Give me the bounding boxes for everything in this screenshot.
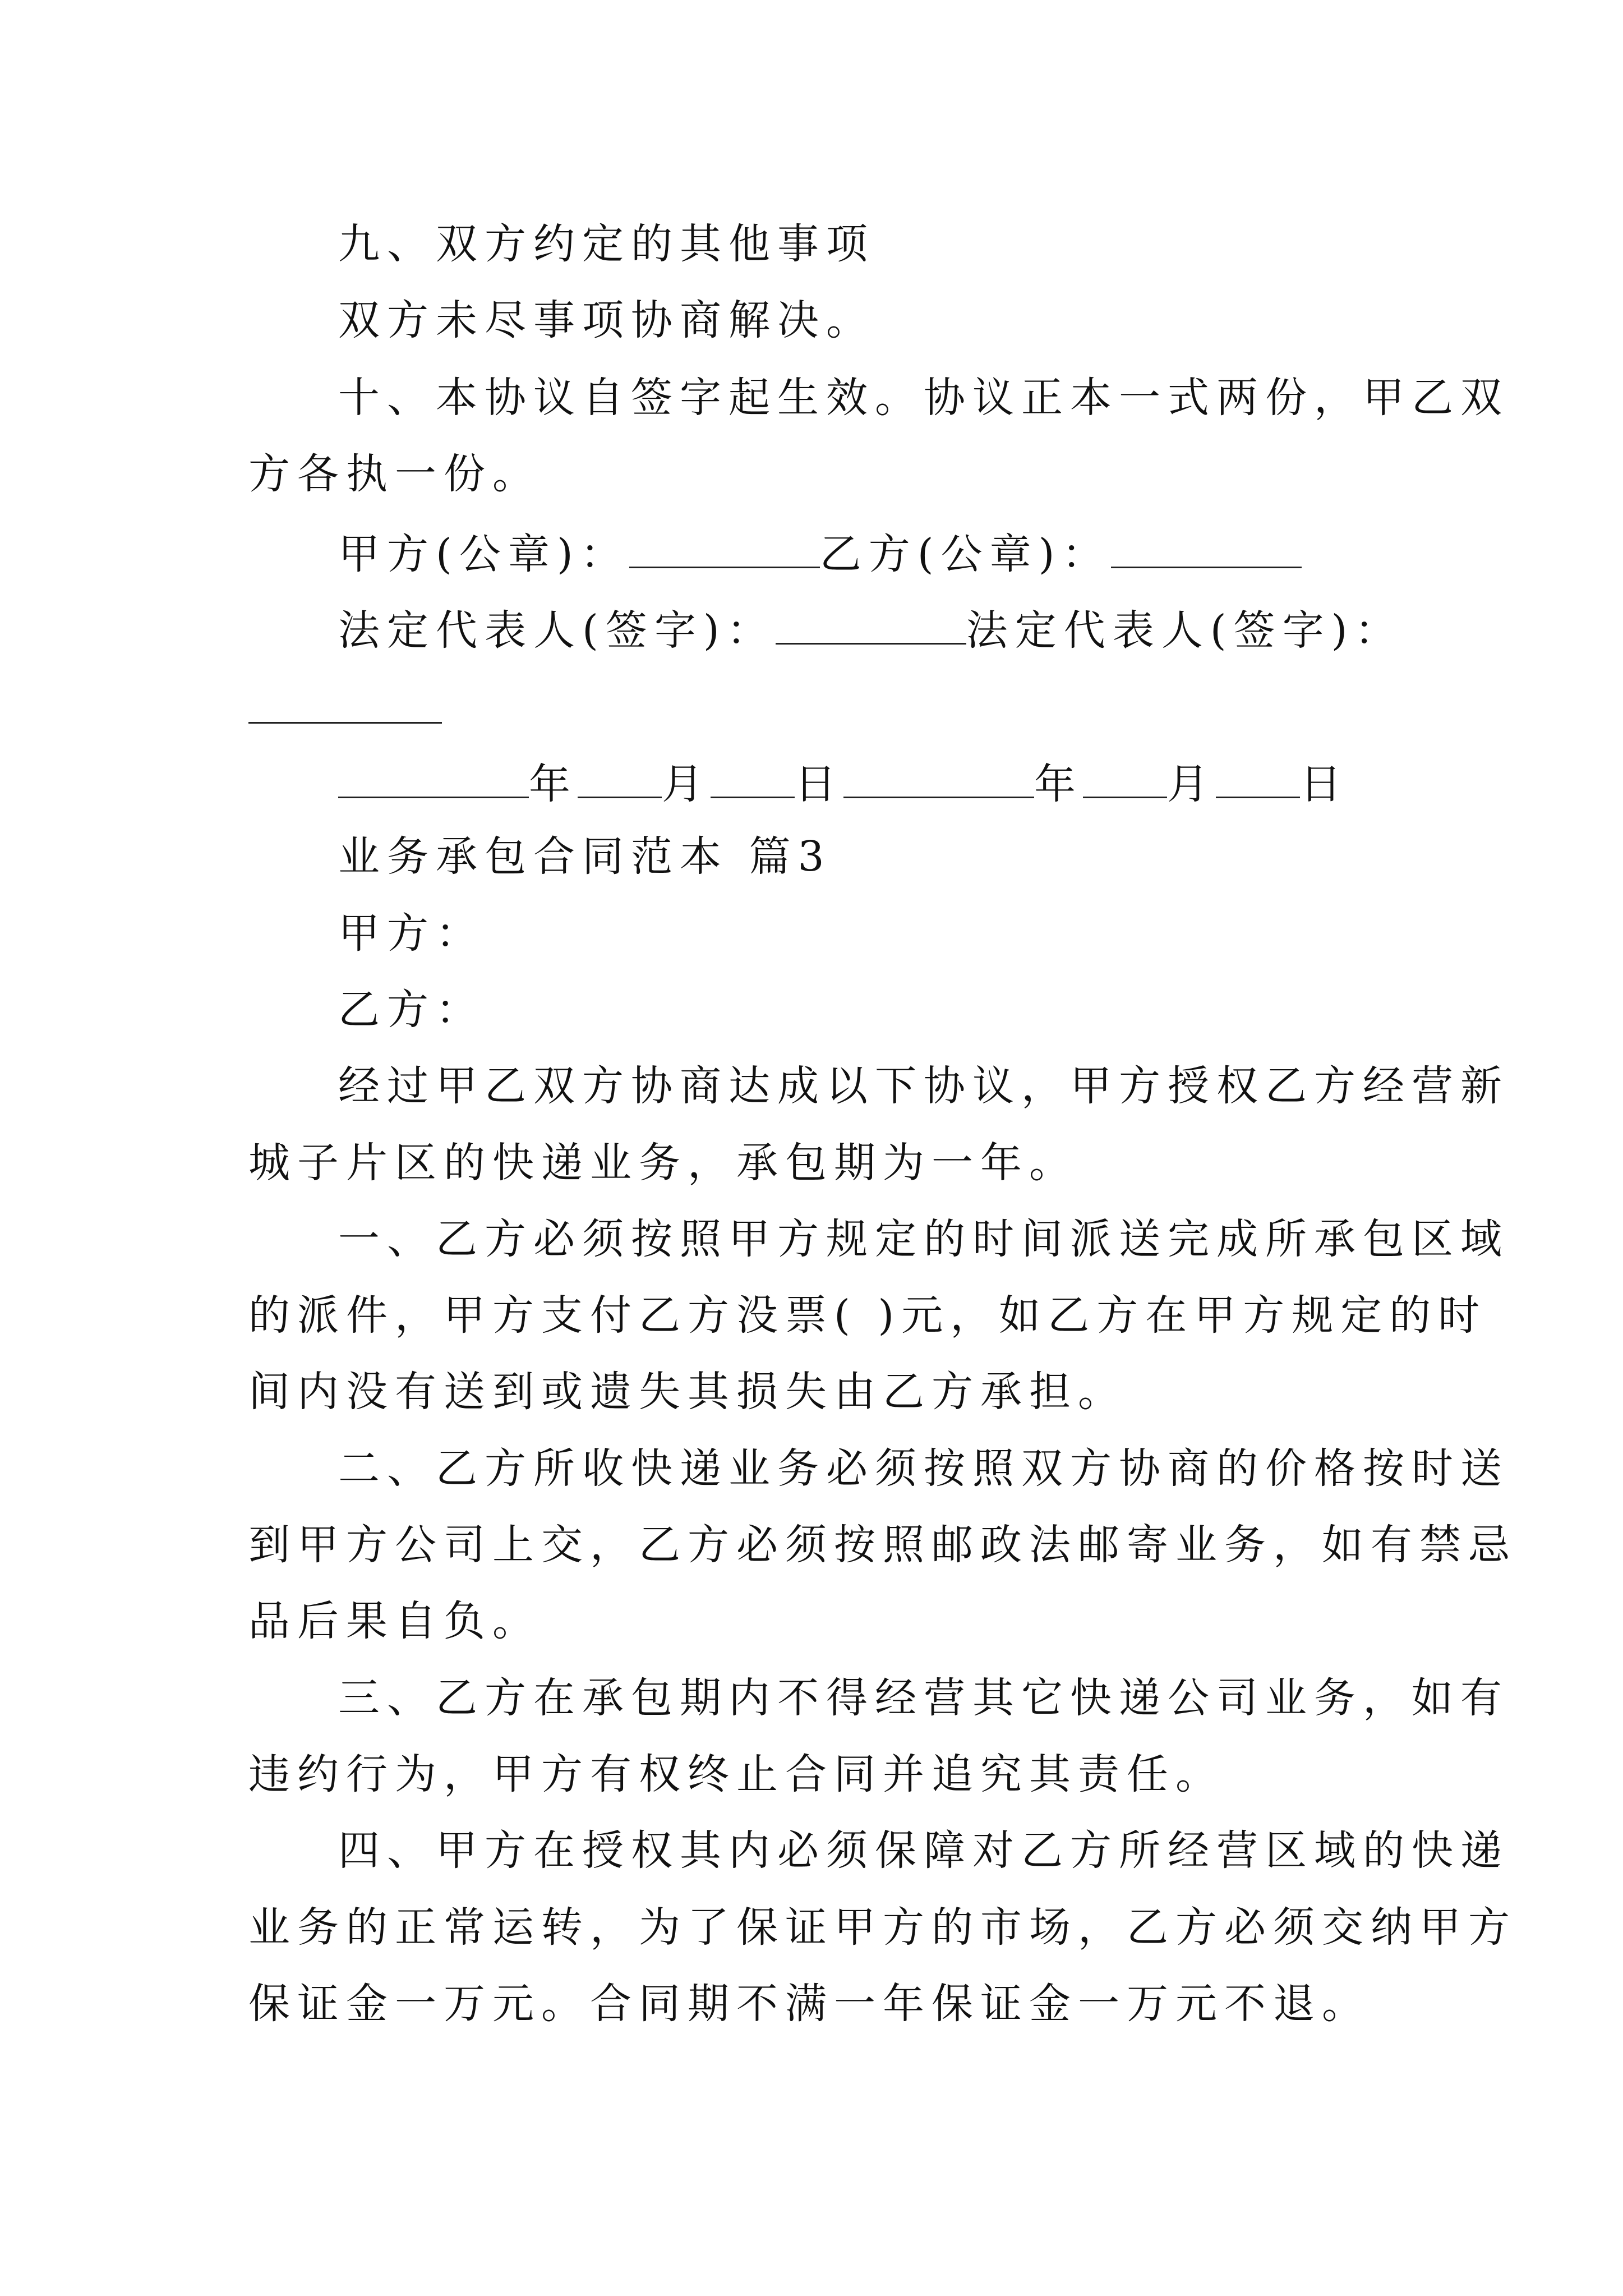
section-3-line-9: 三、乙方在承包期内不得经营其它快递公司业务，如有 — [338, 1674, 1509, 1722]
party-b-seal-blank — [1111, 530, 1302, 568]
clause-10-line-2: 方各执一份。 — [248, 450, 541, 498]
section-3-line-8: 品后果自负。 — [248, 1597, 541, 1645]
clause-10-line-1: 十、本协议自签字起生效。协议正本一式两份，甲乙双 — [338, 374, 1509, 422]
date-a-day: 日 — [795, 760, 843, 808]
section-3-line-6: 二、乙方所收快递业务必须按照双方协商的价格按时送 — [338, 1444, 1509, 1493]
party-b-rep-blank — [248, 722, 442, 724]
party-a-seal-blank — [629, 530, 820, 568]
party-b-seal-label: 乙方(公章)： — [819, 530, 1111, 578]
date-b-day-blank — [1216, 760, 1300, 798]
section-3-party-b: 乙方： — [338, 986, 485, 1034]
section-3-line-7: 到甲方公司上交，乙方必须按照邮政法邮寄业务，如有禁忌 — [248, 1521, 1517, 1569]
party-b-rep-label: 法定代表人(签字)： — [966, 606, 1404, 655]
section-3-line-3: 一、乙方必须按照甲方规定的时间派送完成所承包区域 — [338, 1215, 1509, 1263]
section-3-line-10: 违约行为，甲方有权终止合同并追究其责任。 — [248, 1750, 1224, 1798]
section-3-line-11: 四、甲方在授权其内必须保障对乙方所经营区域的快递 — [338, 1826, 1509, 1875]
date-a-day-blank — [711, 760, 795, 798]
section-3-line-4: 的派件，甲方支付乙方没票( )元，如乙方在甲方规定的时 — [248, 1291, 1487, 1340]
date-a-month-blank — [578, 760, 662, 798]
date-a-year: 年 — [529, 760, 578, 808]
party-a-rep-blank — [776, 606, 966, 645]
date-line — [338, 760, 1349, 808]
date-a-month: 月 — [662, 760, 711, 808]
party-a-seal-label: 甲方(公章)： — [338, 530, 629, 578]
section-3-line-13: 保证金一万元。合同期不满一年保证金一万元不退。 — [248, 1980, 1371, 2028]
date-b-day: 日 — [1300, 760, 1349, 808]
section-3-line-2: 城子片区的快递业务，承包期为一年。 — [248, 1139, 1078, 1187]
date-a-year-blank — [338, 760, 529, 798]
section-3-heading: 业务承包合同范本 篇3 — [338, 832, 832, 881]
date-b-year: 年 — [1034, 760, 1083, 808]
section-3-line-12: 业务的正常运转，为了保证甲方的市场，乙方必须交纳甲方 — [248, 1903, 1517, 1952]
clause-9-text: 双方未尽事项协商解决。 — [338, 296, 875, 344]
section-3-line-5: 间内没有送到或遗失其损失由乙方承担。 — [248, 1368, 1127, 1416]
date-b-month-blank — [1083, 760, 1167, 798]
section-3-party-a: 甲方： — [338, 909, 485, 958]
section-3-line-1: 经过甲乙双方协商达成以下协议，甲方授权乙方经营新 — [338, 1062, 1509, 1110]
representative-line — [338, 606, 1404, 655]
date-b-month: 月 — [1167, 760, 1216, 808]
date-b-year-blank — [843, 760, 1034, 798]
clause-9-heading: 九、双方约定的其他事项 — [338, 220, 875, 268]
seal-line — [338, 530, 1302, 578]
party-a-rep-label: 法定代表人(签字)： — [338, 606, 776, 655]
